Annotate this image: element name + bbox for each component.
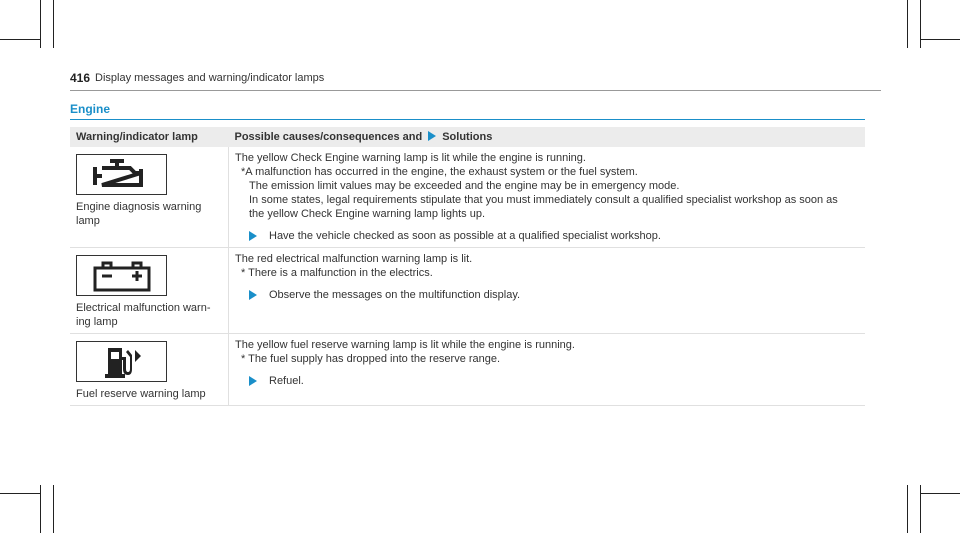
cause-text: * The fuel supply has dropped into the reserve range.: [241, 353, 501, 365]
solution-item: [235, 229, 859, 243]
lamp-cell: [70, 248, 229, 334]
lamp-label: Engine diagnosis warning lamp: [76, 201, 202, 227]
legal-note-text: In some states, legal requirements stipulate that you must immediately consult a qualified specialist workshop as soon as the yellow Check Engine warning lamp lights up.: [249, 194, 838, 220]
solution-item: [235, 374, 859, 388]
lamp-cell: [70, 334, 229, 406]
description-text: The red electrical malfunction warning lamp is lit.: [235, 253, 473, 265]
arrow-icon: [249, 231, 257, 241]
column-header-causes-text: Possible causes/consequences and: [234, 131, 423, 143]
arrow-icon: [249, 290, 257, 300]
column-header-solutions-text: Solutions: [442, 131, 493, 143]
column-header-causes: [229, 127, 866, 147]
crop-mark: [907, 0, 908, 48]
page-number: 416: [70, 71, 91, 85]
fuel-pump-icon: [76, 341, 167, 382]
description-cell: [229, 334, 866, 406]
crop-mark: [920, 39, 960, 40]
running-header: Display messages and warning/indicator lamps: [95, 72, 325, 84]
arrow-icon: [249, 376, 257, 386]
crop-mark: [53, 0, 54, 48]
cause-text: * There is a malfunction in the electrics.: [241, 267, 433, 279]
consequence-text: The emission limit values may be exceeded and the engine may be in emergency mode.: [249, 180, 680, 192]
table-row: [70, 248, 865, 334]
engine-icon: [76, 154, 167, 195]
table-row: [70, 147, 865, 248]
description-text: The yellow fuel reserve warning lamp is lit while the engine is running.: [235, 339, 575, 351]
crop-mark: [53, 485, 54, 533]
battery-icon: [76, 255, 167, 296]
table-header-row: [70, 127, 865, 147]
solution-text: Observe the messages on the multifunction display.: [269, 289, 521, 301]
crop-mark: [40, 0, 41, 48]
arrow-icon: [428, 131, 436, 141]
solution-item: [235, 288, 859, 302]
cause-text: *A malfunction has occurred in the engine, the exhaust system or the fuel system.: [241, 166, 638, 178]
crop-mark: [40, 485, 41, 533]
crop-mark: [0, 493, 40, 494]
header-divider: [70, 90, 881, 91]
crop-mark: [0, 39, 40, 40]
solution-text: Refuel.: [269, 375, 304, 387]
column-header-lamp: Warning/indicator lamp: [70, 127, 229, 147]
lamp-label: Electrical malfunction warn-ing lamp: [76, 302, 211, 328]
description-cell: [229, 147, 866, 248]
description-text: The yellow Check Engine warning lamp is lit while the engine is running.: [235, 152, 586, 164]
description-cell: [229, 248, 866, 334]
crop-mark: [920, 0, 921, 48]
lamp-cell: [70, 147, 229, 248]
section-title: Engine: [70, 102, 111, 116]
table-row: [70, 334, 865, 406]
section-divider: [70, 119, 865, 120]
crop-mark: [907, 485, 908, 533]
warning-lamp-table: [70, 127, 865, 406]
solution-text: Have the vehicle checked as soon as possible at a qualified specialist workshop.: [269, 230, 661, 242]
crop-mark: [920, 493, 960, 494]
lamp-label: Fuel reserve warning lamp: [76, 388, 206, 400]
